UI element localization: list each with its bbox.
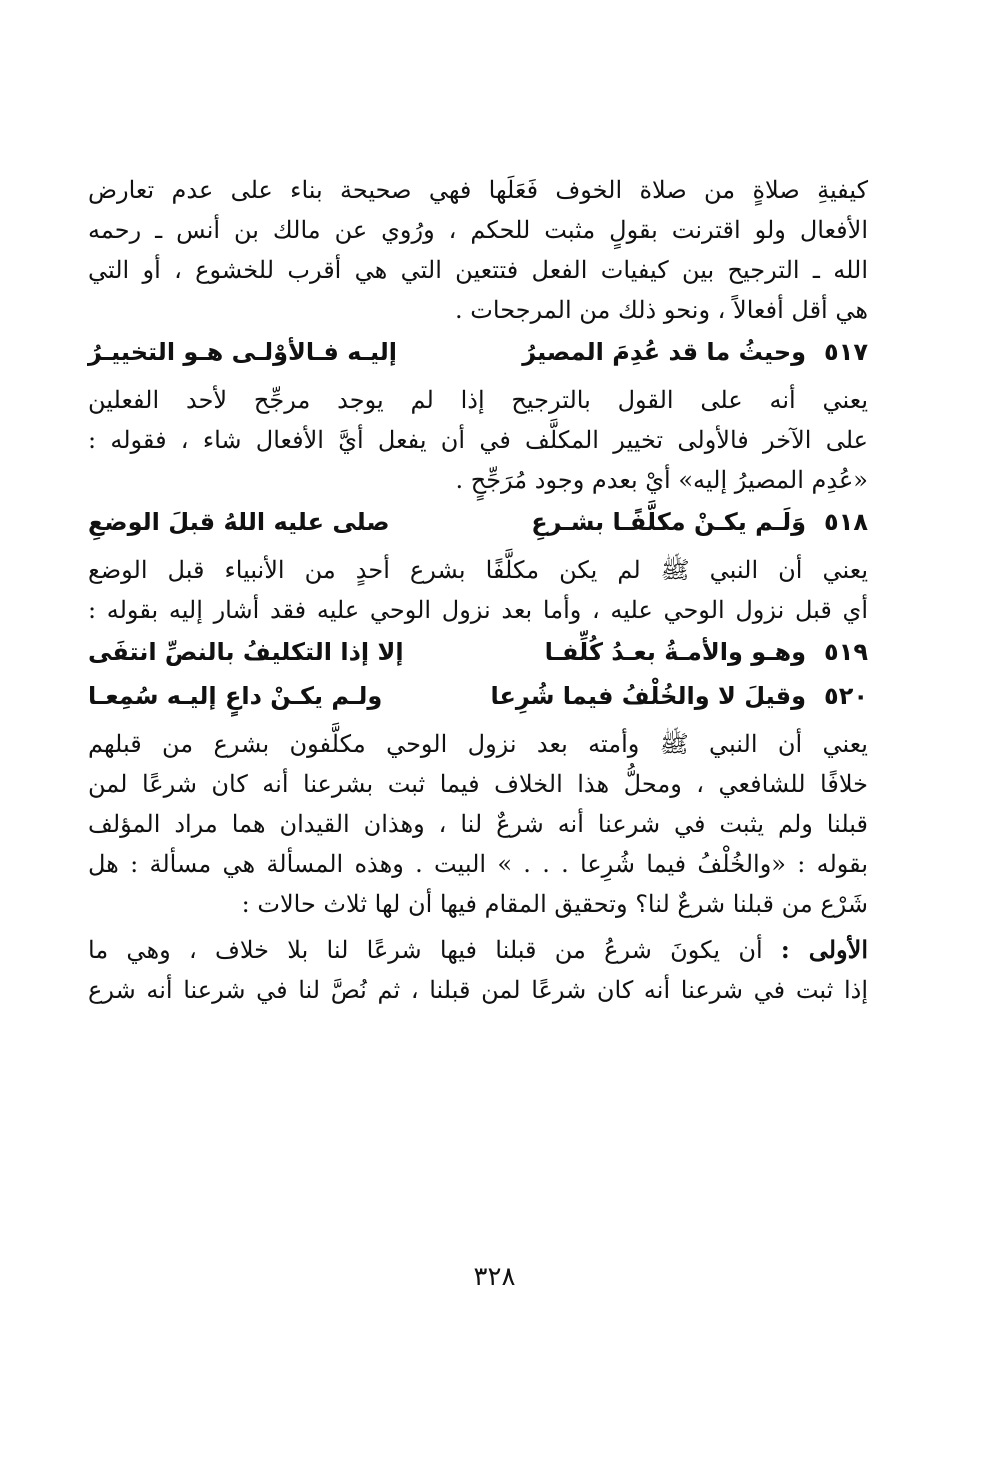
text-line: خلافًا للشافعي ، ومحلُّ هذا الخلاف فيما ثبت بشرعنا أنه كان شرعًا لمن [88,770,868,798]
verse-number: ٥١٨ [824,508,868,536]
text-line: إذا ثبت في شرعنا أنه كان شرعًا لمن قبلنا ، ثم نُصَّ لنا في شرعنا أنه شرع [88,976,868,1004]
text-line: كيفيةِ صلاةٍ من صلاة الخوف فَعَلَها فهي صحيحة بناء على عدم تعارض [88,176,868,204]
page-number: ٣٢٨ [473,1262,516,1292]
paragraph-continuation [88,170,868,330]
text-line: يعني أن النبي ﷺ لم يكن مكلَّفًا بشرع أحدٍ من الأنبياء قبل الوضع [88,556,868,584]
text-line: «عُدِم المصيرُ إليه» أيْ بعدم وجود مُرَجِّحٍ . [455,466,868,494]
verse-second-hemistich: إلا إذا التكليفُ بالنصِّ انتفَى [87,638,404,666]
verse-number: ٥١٧ [824,338,868,366]
commentary-519-520 [88,724,868,924]
verse-first-hemistich: وهـو والأمـةُ بعـدُ كُلِّفـا [544,638,807,666]
verse-519 [88,630,868,674]
verse-520 [88,674,868,718]
first-case-paragraph [88,930,868,1010]
text-line: قبلنا ولم يثبت في شرعنا أنه شرعٌ لنا ، وهذان القيدان هما مراد المؤلف [88,810,868,838]
verse-518 [88,500,868,544]
verse-second-hemistich: ولـم يكـنْ داعٍ إليـه سُمِعـا [87,682,383,710]
first-case-text: أن يكونَ شرعُ من قبلنا فيها شرعًا لنا بلا خلاف ، وهي ما [88,936,781,964]
verse-number: ٥١٩ [824,638,868,666]
verse-517 [88,330,868,374]
text-line: على الآخر فالأولى تخيير المكلَّف في أن يفعل أيَّ الأفعال شاء ، فقوله : [88,426,868,454]
commentary-517 [88,380,868,500]
page-body [88,170,868,1010]
text-line: شَرْع من قبلنا شرعٌ لنا؟ وتحقيق المقام فيها أن لها ثلاث حالات : [241,890,868,918]
text-line: هي أقل أفعالاً ، ونحو ذلك من المرجحات . [455,296,868,324]
text-line: الله ـ الترجيح بين كيفيات الفعل فتتعين التي هي أقرب للخشوع ، أو التي [88,256,868,284]
text-line: بقوله : «والخُلْفُ فيما شُرِعا . . . » البيت . وهذه المسألة هي مسألة : هل [88,850,868,878]
text-line: يعني أن النبي ﷺ وأمته بعد نزول الوحي مكلَّفون بشرع من قبلهم [88,730,868,758]
text-line: الأفعال ولو اقترنت بقولٍ مثبت للحكم ، ورُوي عن مالك بن أنس ـ رحمه [88,216,868,244]
verse-number: ٥٢٠ [824,682,868,710]
commentary-518 [88,550,868,630]
verse-first-hemistich: وَلَـم يكـنْ مكلَّفًـا بشـرعِ [531,508,807,536]
text-line: أي قبل نزول الوحي عليه ، وأما بعد نزول الوحي عليه فقد أشار إليه بقوله : [88,596,868,624]
verse-first-hemistich: وقيلَ لا والخُلْفُ فيما شُرِعا [490,682,807,710]
text-line [88,930,868,970]
text-line: يعني أنه على القول بالترجيح إذا لم يوجد مرجِّح لأحد الفعلين [88,386,868,414]
verse-second-hemistich: صلى عليه اللهُ قبلَ الوضعِ [87,508,390,536]
verse-first-hemistich: وحيثُ ما قد عُدِمَ المصيرُ [522,338,807,366]
verse-second-hemistich: إليـه فـالأوْلـى هـو التخييـرُ [87,338,398,366]
first-case-heading: الأولى : [780,935,869,964]
